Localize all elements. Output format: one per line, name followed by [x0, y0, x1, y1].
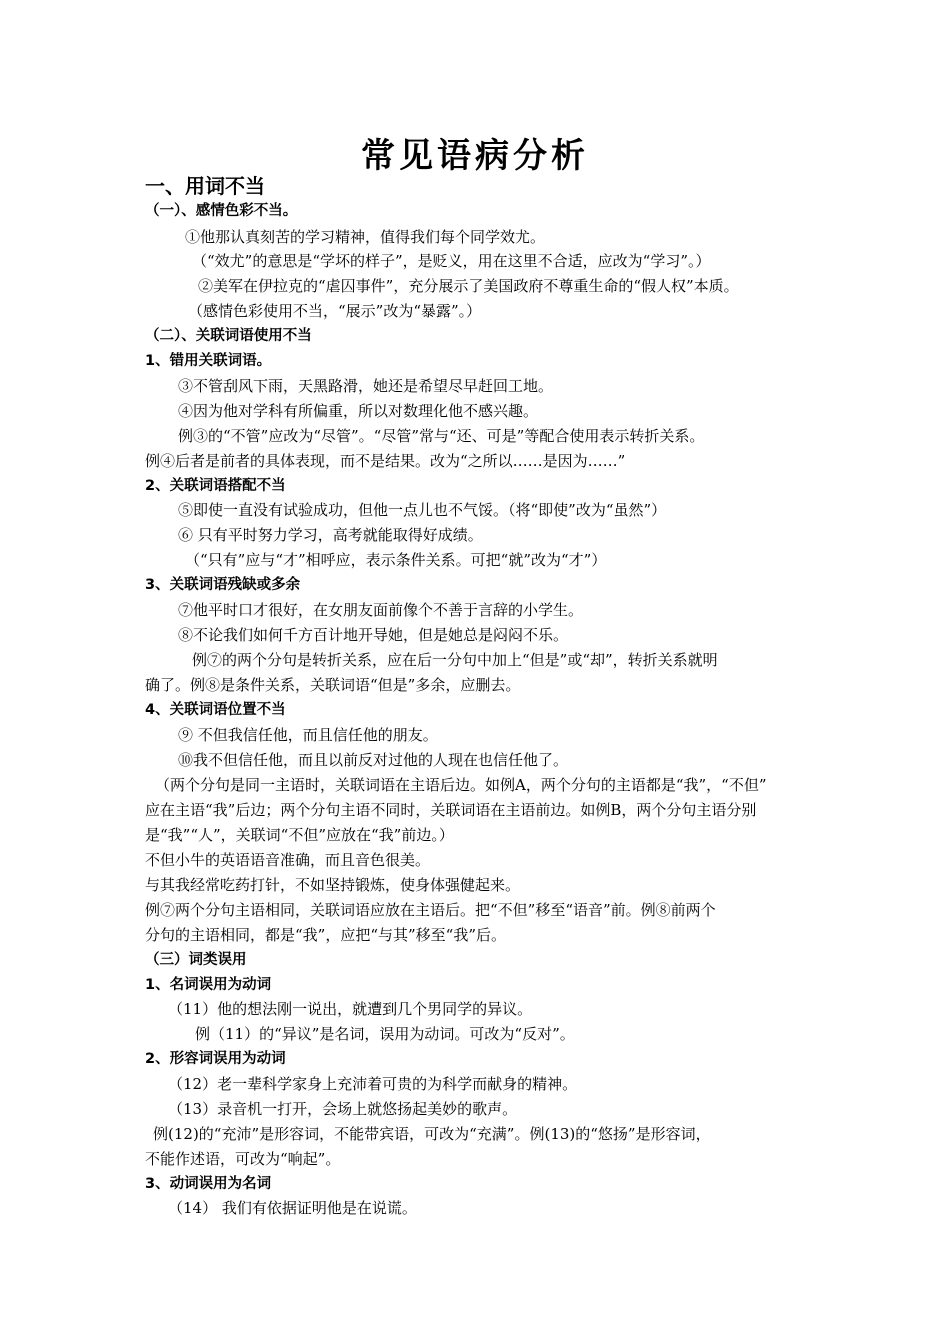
example-line: （12）老一辈科学家身上充沛着可贵的为科学而献身的精神。 [168, 1075, 578, 1093]
example-line: ⑨ 不但我信任他，而且信任他的朋友。 [178, 726, 438, 744]
explanation-line: 是“我”“人”，关联词“不但”应放在“我”前边。） [145, 826, 454, 844]
point-heading: 2、关联词语搭配不当 [145, 478, 286, 494]
example-line: ②美军在伊拉克的“虐囚事件”，充分展示了美国政府不尊重生命的“假人权”本质。 [198, 277, 739, 295]
explanation-line: （感情色彩使用不当，“展示”改为“暴露”。） [188, 302, 482, 320]
example-line: ④因为他对学科有所偏重，所以对数理化他不感兴趣。 [178, 402, 539, 420]
point-heading: 4、关联词语位置不当 [145, 702, 286, 718]
explanation-line: 确了。例⑧是条件关系，关联词语“但是”多余，应删去。 [145, 676, 521, 694]
example-line: ③不管刮风下雨，天黑路滑，她还是希望尽早赶回工地。 [178, 377, 554, 395]
example-line: （14） 我们有依据证明他是在说谎。 [168, 1199, 417, 1217]
example-line: ⑥ 只有平时努力学习，高考就能取得好成绩。 [178, 526, 483, 544]
example-line: （11）他的想法刚一说出，就遭到几个男同学的异议。 [168, 1000, 533, 1018]
explanation-line: 例④后者是前者的具体表现，而不是结果。改为“之所以……是因为……” [145, 452, 626, 470]
point-heading: 3、动词误用为名词 [145, 1176, 272, 1192]
point-heading: 2、形容词误用为动词 [145, 1051, 286, 1067]
point-heading: 1、错用关联词语。 [145, 353, 272, 369]
explanation-line: 例(12)的“充沛”是形容词，不能带宾语，可改为“充满”。例(13)的“悠扬”是形容词， [153, 1125, 711, 1143]
explanation-line: 例⑦的两个分句是转折关系，应在后一分句中加上“但是”或“却”，转折关系就明 [192, 651, 718, 669]
explanation-line: （“效尤”的意思是“学坏的样子”，是贬义，用在这里不合适，应改为“学习”。） [192, 252, 711, 270]
section-heading: 一、用词不当 [145, 174, 265, 198]
example-line: 与其我经常吃药打针，不如坚持锻炼，使身体强健起来。 [145, 876, 521, 894]
example-line: ⑩我不但信任他，而且以前反对过他的人现在也信任他了。 [178, 751, 569, 769]
explanation-line: 例（11）的“异议”是名词，误用为动词。可改为“反对”。 [195, 1025, 575, 1043]
subsection-heading: （三）词类误用 [145, 952, 247, 968]
example-line: （13）录音机一打开，会场上就悠扬起美妙的歌声。 [168, 1100, 518, 1118]
explanation-line: 不能作述语，可改为“响起”。 [145, 1150, 341, 1168]
explanation-line: 例③的“不管”应改为“尽管”。“尽管”常与“还、可是”等配合使用表示转折关系。 [178, 427, 705, 445]
explanation-line: 例⑦两个分句主语相同，关联词语应放在主语后。把“不但”移至“语音”前。例⑧前两个 [145, 901, 716, 919]
explanation-line: （两个分句是同一主语时，关联词语在主语后边。如例A，两个分句的主语都是“我”，“不但” [155, 776, 767, 794]
example-line: ⑦他平时口才很好，在女朋友面前像个不善于言辞的小学生。 [178, 601, 584, 619]
subsection-heading: （二）、关联词语使用不当 [145, 328, 312, 344]
example-line: ⑧不论我们如何千方百计地开导她，但是她总是闷闷不乐。 [178, 626, 569, 644]
example-line: ⑤即使一直没有试验成功，但他一点儿也不气馁。（将“即使”改为“虽然”） [178, 501, 667, 519]
example-line: ①他那认真刻苦的学习精神，值得我们每个同学效尤。 [185, 228, 546, 246]
explanation-line: 应在主语“我”后边；两个分句主语不同时，关联词语在主语前边。如例B，两个分句主语分别 [145, 801, 757, 819]
page-title: 常见语病分析 [361, 136, 589, 176]
subsection-heading: （一）、感情色彩不当。 [145, 203, 298, 219]
explanation-line: 分句的主语相同，都是“我”，应把“与其”移至“我”后。 [145, 926, 507, 944]
example-line: 不但小牛的英语语音准确，而且音色很美。 [145, 851, 431, 869]
explanation-line: （“只有”应与“才”相呼应，表示条件关系。可把“就”改为“才”） [185, 551, 607, 569]
point-heading: 3、关联词语残缺或多余 [145, 577, 301, 593]
point-heading: 1、名词误用为动词 [145, 977, 272, 993]
